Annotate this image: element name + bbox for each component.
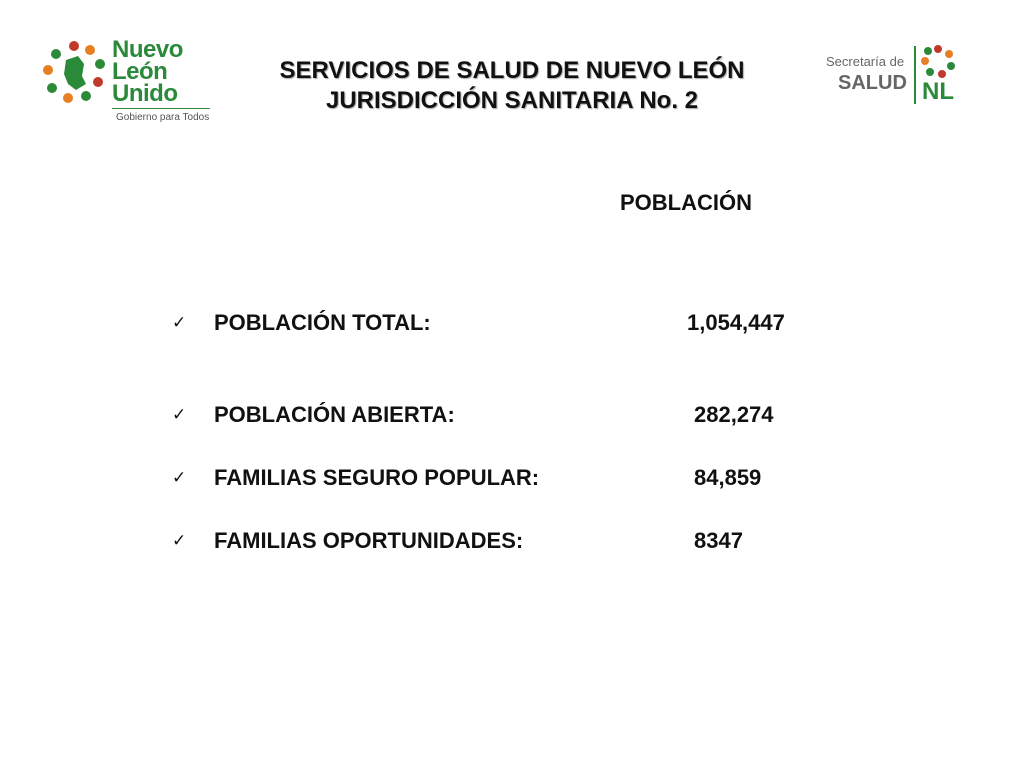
nuevo-leon-unido-emblem-icon (40, 36, 108, 108)
logo-nl-text: NL (922, 78, 954, 105)
stat-label: POBLACIÓN ABIERTA: (214, 402, 455, 427)
check-icon: ✓ (172, 468, 187, 487)
page-title-line-2: JURISDICCIÓN SANITARIA No. 2 (325, 87, 699, 114)
logo-word-leon: León (112, 58, 168, 85)
stat-value: 8347 (694, 528, 743, 553)
logo-secretaria-text: Secretaría de (826, 54, 905, 69)
check-icon: ✓ (172, 531, 187, 550)
stat-row-familias-seguro-popular (172, 463, 852, 493)
section-heading: POBLACIÓN (620, 190, 752, 215)
stat-label: FAMILIAS SEGURO POPULAR: (214, 465, 540, 490)
stat-value: 1,054,447 (687, 310, 785, 335)
check-icon: ✓ (172, 313, 187, 332)
secretaria-de-salud-nl-logo (822, 44, 962, 106)
logo-tagline: Gobierno para Todos (116, 112, 210, 123)
check-icon: ✓ (172, 405, 187, 424)
logo-word-unido: Unido (112, 80, 178, 107)
logo-divider (112, 108, 210, 109)
stat-label: FAMILIAS OPORTUNIDADES: (214, 528, 524, 553)
stat-row-poblacion-abierta (172, 400, 852, 430)
page-title-line-1: SERVICIOS DE SALUD DE NUEVO LEÓN (279, 57, 745, 84)
logo-word-nuevo: Nuevo (112, 36, 183, 63)
logo-divider (914, 46, 916, 104)
stat-row-familias-oportunidades (172, 526, 852, 556)
stat-value: 282,274 (694, 402, 774, 427)
stat-label: POBLACIÓN TOTAL: (214, 310, 431, 335)
stat-value: 84,859 (694, 465, 762, 490)
stat-row-poblacion-total (172, 308, 852, 338)
salud-emblem-icon (920, 44, 956, 78)
nuevo-leon-unido-logo (40, 36, 215, 128)
logo-salud-text: SALUD (838, 72, 907, 94)
